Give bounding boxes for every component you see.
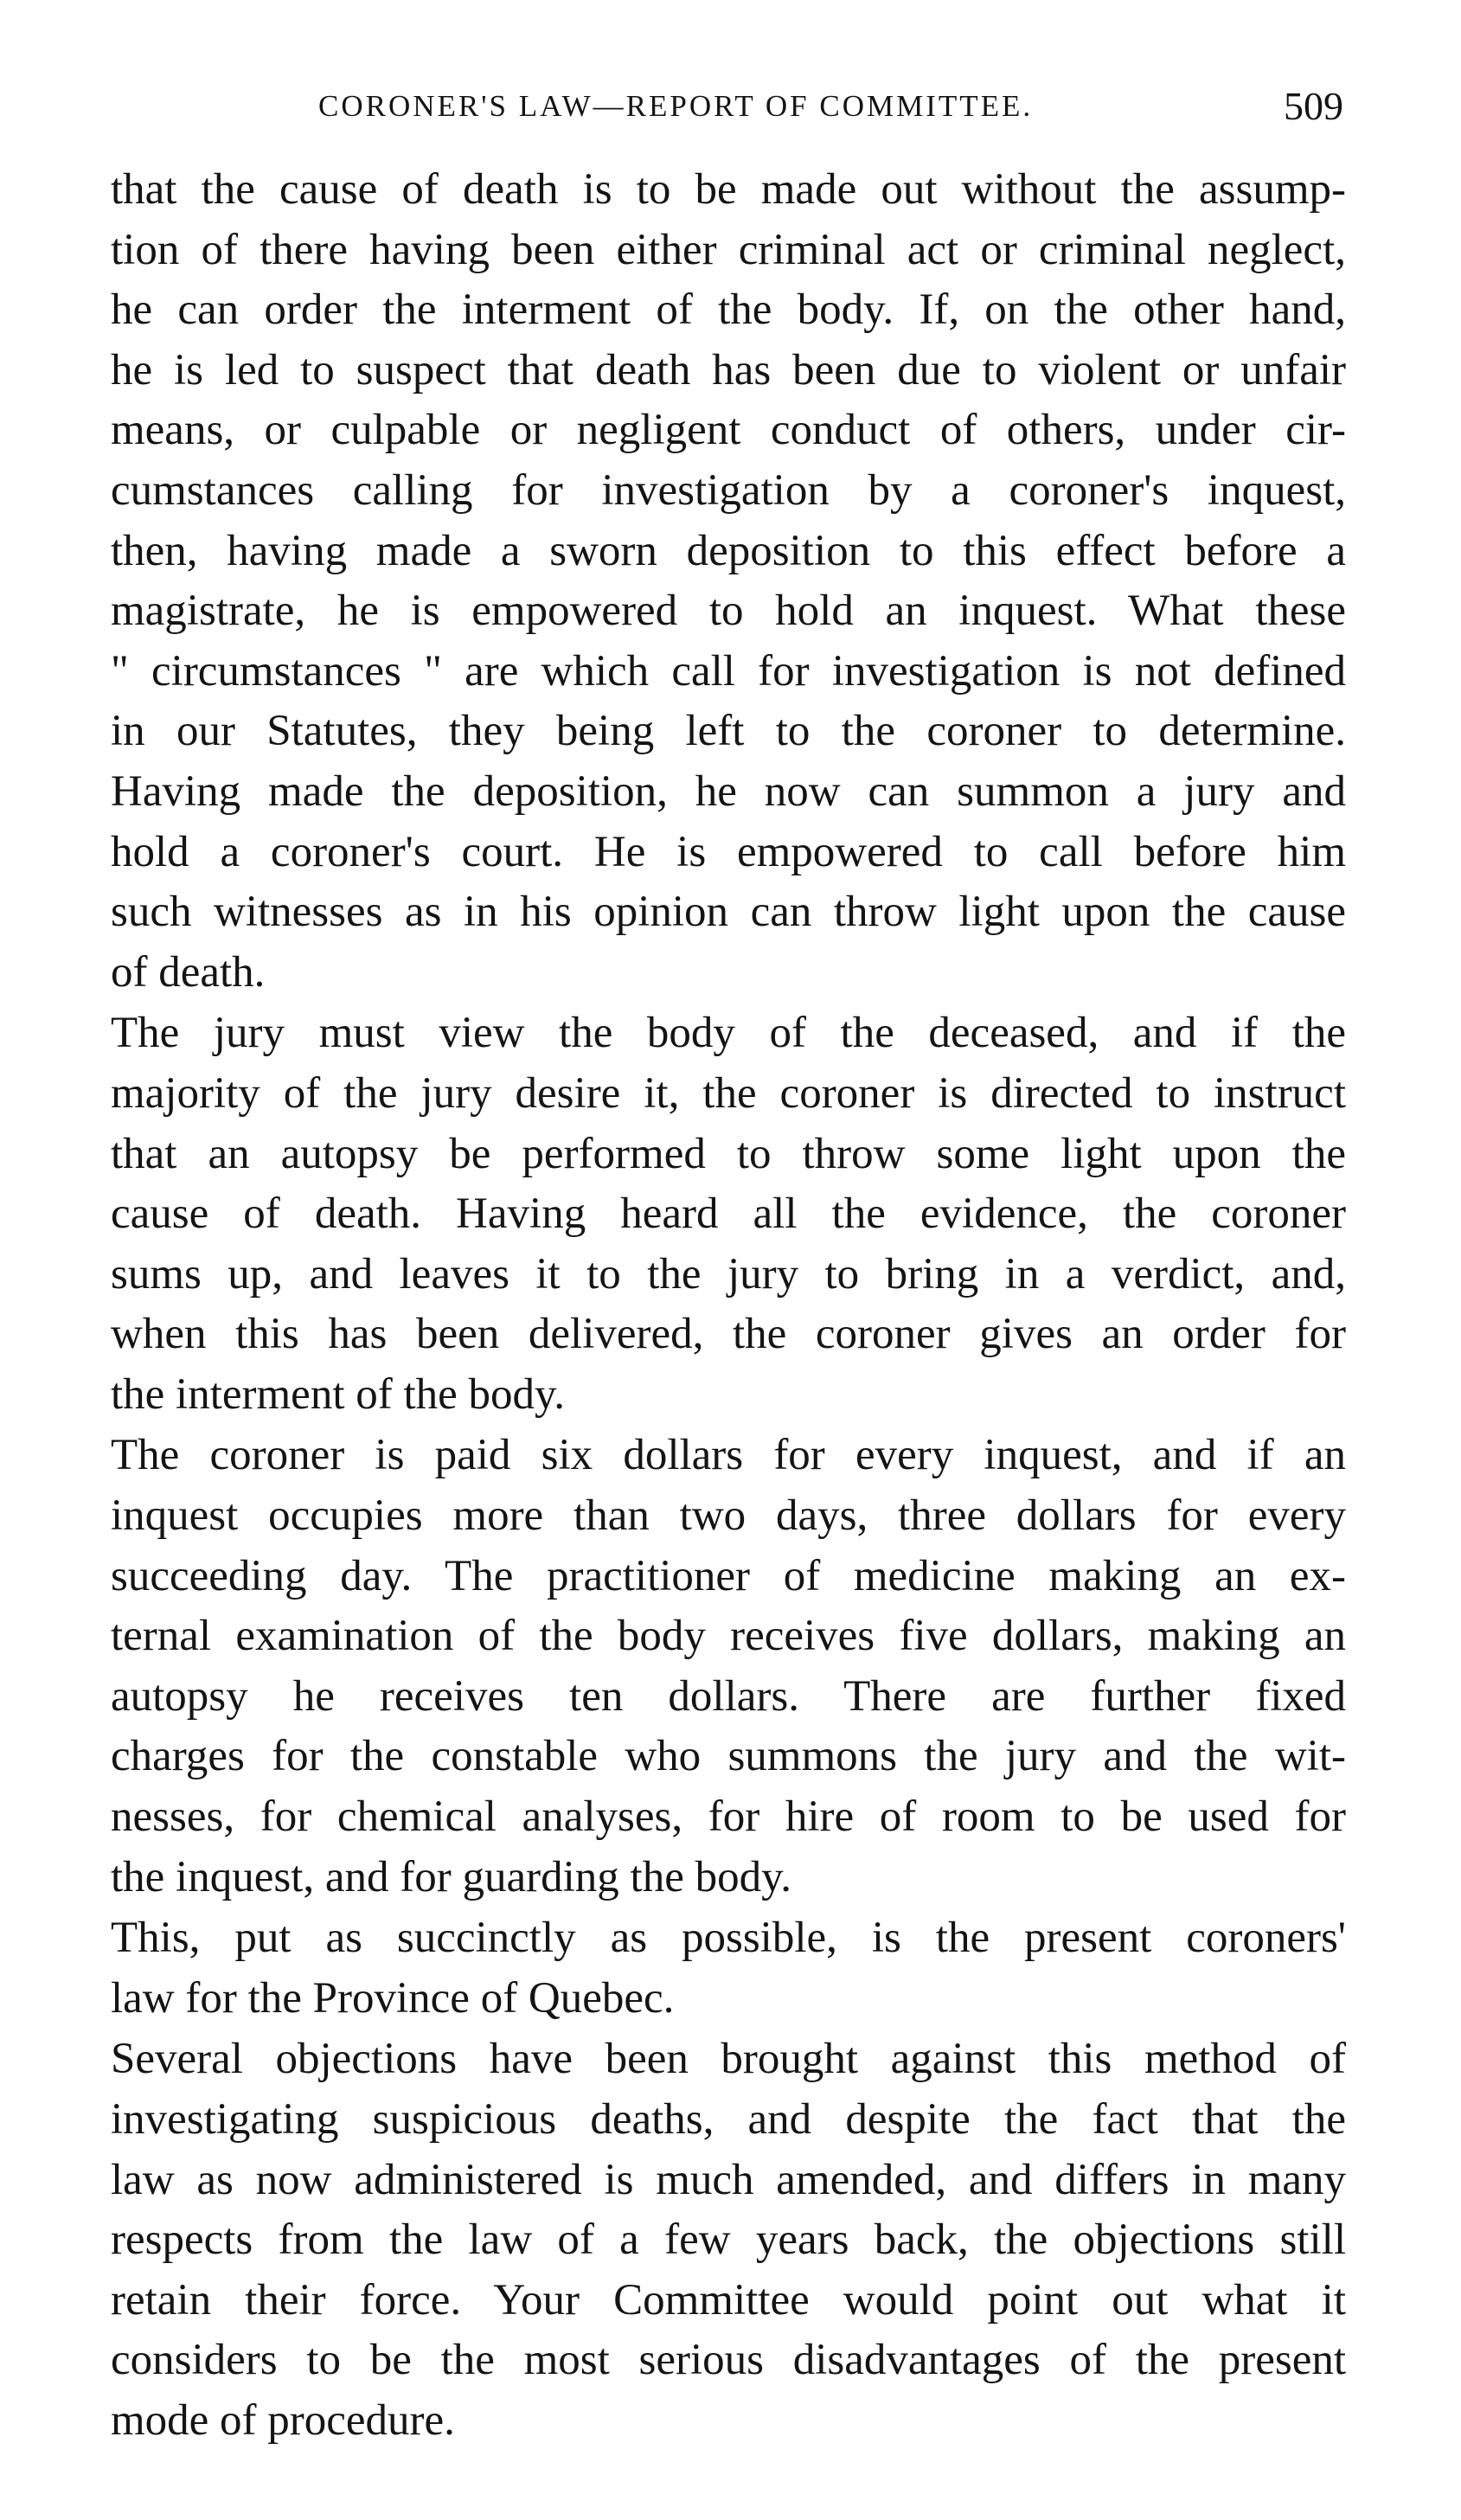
text-line: respects from the law of a few years back, the objections still xyxy=(111,2215,1346,2265)
paragraph-4 xyxy=(111,1908,1346,2029)
text-line: means, or culpable or negligent conduct of others, under cir- xyxy=(111,406,1346,455)
body-text xyxy=(111,160,1346,2453)
page-number: 509 xyxy=(1284,84,1343,128)
text-line: tion of there having been either criminal act or criminal neglect, xyxy=(111,225,1346,274)
running-title: CORONER'S LAW—REPORT OF COMMITTEE. xyxy=(318,89,1034,123)
paragraph-2 xyxy=(111,1004,1346,1425)
running-head xyxy=(111,76,1343,137)
text-line: in our Statutes, they being left to the coroner to determine. xyxy=(111,707,1346,756)
text-line: The coroner is paid six dollars for every inquest, and if an xyxy=(111,1431,1346,1480)
text-line: magistrate, he is empowered to hold an inquest. What these xyxy=(111,587,1346,636)
text-line: This, put as succinctly as possible, is the present coroners' xyxy=(111,1914,1346,1963)
text-line: then, having made a sworn deposition to this effect before a xyxy=(111,526,1346,575)
text-line: Several objections have been brought against this method of xyxy=(111,2035,1346,2084)
text-line: ternal examination of the body receives five dollars, making an xyxy=(111,1612,1346,1661)
paragraph-1 xyxy=(111,160,1346,1003)
text-line: considers to be the most serious disadvantages of the present xyxy=(111,2336,1346,2385)
text-line: the interment of the body. xyxy=(111,1369,565,1419)
text-line: " circumstances " are which call for investigation is not defined xyxy=(111,646,1346,696)
text-line: when this has been delivered, the coroner gives an order for xyxy=(111,1310,1346,1359)
text-line: cumstances calling for investigation by a coroner's inquest, xyxy=(111,465,1346,515)
text-line: the inquest, and for guarding the body. xyxy=(111,1852,792,1901)
text-line: of death. xyxy=(111,947,266,997)
text-line: nesses, for chemical analyses, for hire of room to be used for xyxy=(111,1792,1346,1842)
text-line: he is led to suspect that death has been due to violent or unfair xyxy=(111,345,1346,394)
text-line: charges for the constable who summons the jury and the wit- xyxy=(111,1732,1346,1781)
text-line: The jury must view the body of the deceased, and if the xyxy=(111,1009,1346,1058)
text-line: mode of procedure. xyxy=(111,2395,455,2445)
text-line: retain their force. Your Committee would point out what it xyxy=(111,2275,1346,2324)
text-line: he can order the interment of the body. If, on the other hand, xyxy=(111,285,1346,335)
text-line: succeeding day. The practitioner of medicine making an ex- xyxy=(111,1551,1346,1600)
text-line: such witnesses as in his opinion can throw light upon the cause xyxy=(111,888,1346,937)
text-line: cause of death. Having heard all the evidence, the coroner xyxy=(111,1189,1346,1239)
text-line: law for the Province of Quebec. xyxy=(111,1973,675,2023)
text-line: that the cause of death is to be made out without the assump- xyxy=(111,165,1346,214)
text-line: majority of the jury desire it, the coroner is directed to instruct xyxy=(111,1068,1346,1118)
paragraph-5 xyxy=(111,2029,1346,2451)
text-line: hold a coroner's court. He is empowered to call before him xyxy=(111,827,1346,876)
text-line: autopsy he receives ten dollars. There are further fixed xyxy=(111,1671,1346,1721)
text-line: law as now administered is much amended, and differs in many xyxy=(111,2155,1346,2204)
text-line: inquest occupies more than two days, three dollars for every xyxy=(111,1491,1346,1541)
text-line: Having made the deposition, he now can summon a jury and xyxy=(111,766,1346,816)
text-line: sums up, and leaves it to the jury to bring in a verdict, and, xyxy=(111,1249,1346,1298)
text-line: investigating suspicious deaths, and despite the fact that the xyxy=(111,2095,1346,2144)
paragraph-3 xyxy=(111,1426,1346,1908)
text-line: that an autopsy be performed to throw some light upon the xyxy=(111,1129,1346,1178)
